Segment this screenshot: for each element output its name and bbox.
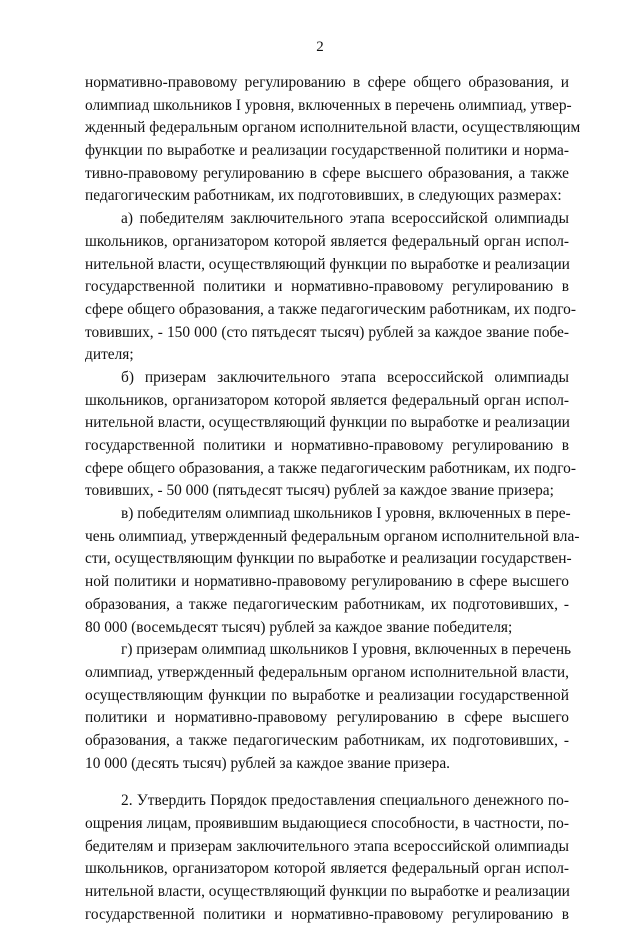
text-line: а) победителям заключительного этапа всероссийской олимпиады [121, 210, 569, 228]
text-line: сти, осуществляющим функции по выработке и реализации государствен- [85, 550, 572, 568]
text-line: политики и нормативно-правовому регулированию в сфере высшего [85, 709, 569, 727]
text-line: товивших, - 50 000 (пятьдесят тысяч) рублей за каждое звание призера; [85, 482, 554, 500]
text-line: школьников, организатором которой является федеральный орган испол- [85, 232, 569, 250]
page-number: 2 [316, 39, 324, 55]
text-line: образования, а также педагогическим работникам, их подготовивших, - [85, 595, 569, 613]
text-line: нительной власти, осуществляющий функции по выработке и реализации [85, 255, 570, 273]
text-line: бедителям и призерам заключительного этапа всероссийской олимпиады [85, 837, 569, 855]
text-line: нормативно-правовому регулированию в сфере общего образования, и [85, 74, 569, 91]
text-line: функции по выработке и реализации государственной политики и норма- [85, 142, 569, 160]
text-line: б) призерам заключительного этапа всероссийской олимпиады [121, 368, 569, 386]
text-line: олимпиад, утвержденный федеральным органом исполнительной власти, [85, 663, 569, 681]
text-line: товивших, - 150 000 (сто пятьдесят тысяч) рублей за каждое звание побе- [85, 323, 569, 341]
text-line: олимпиад школьников I уровня, включенных в перечень олимпиад, утвер- [85, 96, 572, 114]
text-line: ощрения лицам, проявившим выдающиеся способности, в частности, по- [85, 815, 569, 832]
text-line: ной политики и нормативно-правовому регулированию в сфере высшего [85, 573, 569, 591]
text-line: 2. Утвердить Порядок предоставления специального денежного по- [121, 792, 569, 810]
text-line: 80 000 (восемьдесят тысяч) рублей за каждое звание победителя; [85, 618, 513, 636]
document-body [85, 72, 581, 926]
paragraph [85, 72, 581, 208]
paragraph [85, 639, 572, 775]
text-line: государственной политики и нормативно-правовому регулированию в [85, 905, 569, 923]
text-line: школьников, организатором которой является федеральный орган испол- [85, 391, 569, 409]
text-line: педагогическим работникам, их подготовивших, в следующих размерах: [85, 187, 562, 205]
text-line: 10 000 (десять тысяч) рублей за каждое звание призера. [85, 754, 451, 772]
paragraph [85, 367, 576, 503]
paragraph [85, 503, 580, 639]
text-line: сфере общего образования, а также педагогическим работникам, их подго- [85, 459, 576, 477]
text-line: образования, а также педагогическим работникам, их подготовивших, - [85, 731, 569, 749]
text-line: школьников, организатором которой является федеральный орган испол- [85, 860, 569, 878]
text-line: сфере общего образования, а также педагогическим работникам, их подго- [85, 300, 576, 318]
text-line: государственной политики и нормативно-правовому регулированию в [85, 278, 569, 296]
paragraph [85, 208, 576, 367]
text-line: в) победителям олимпиад школьников I уровня, включенных в пере- [121, 505, 571, 523]
paragraph [85, 790, 569, 926]
text-line: дителя; [85, 346, 134, 364]
text-line: жденный федеральным органом исполнительной власти, осуществляющим [85, 119, 581, 137]
text-line: осуществляющим функции по выработке и реализации государственной [85, 686, 569, 704]
text-line: тивно-правовому регулированию в сфере высшего образования, а также [85, 164, 569, 182]
text-line: государственной политики и нормативно-правовому регулированию в [85, 437, 569, 454]
text-line: нительной власти, осуществляющий функции по выработке и реализации [85, 414, 570, 432]
text-line: нительной власти, осуществляющий функции по выработке и реализации [85, 883, 570, 901]
text-line: чень олимпиад, утвержденный федеральным органом исполнительной вла- [85, 527, 580, 545]
text-line: г) призерам олимпиад школьников I уровня, включенных в перечень [121, 641, 572, 659]
paragraph-gap [85, 775, 569, 790]
